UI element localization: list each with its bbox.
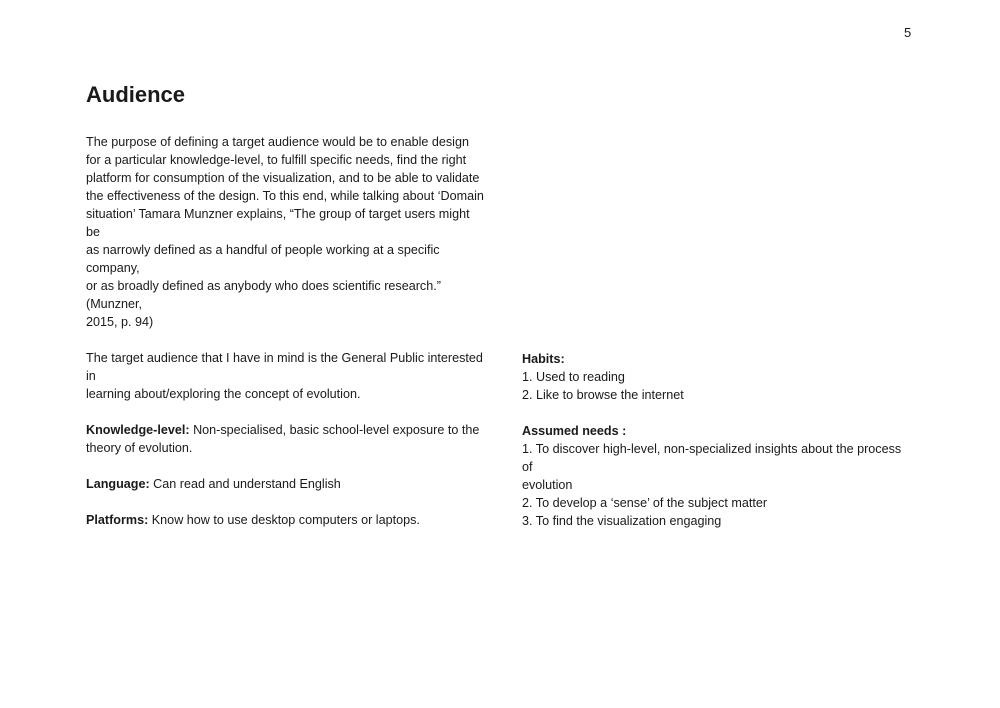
knowledge-level-text: Non-specialised, basic school-level exposure to the [189, 423, 480, 437]
intro-line: situation’ Tamara Munzner explains, “The group of target users might be [86, 207, 470, 239]
assumed-needs-list [522, 440, 912, 530]
intro-line: or as broadly defined as anybody who does scientific research.” (Munzner, [86, 279, 441, 311]
platforms-label: Platforms: [86, 513, 149, 527]
platforms-text: Know how to use desktop computers or laptops. [148, 513, 420, 527]
intro-paragraph [86, 133, 486, 331]
habits-label: Habits: [522, 352, 565, 366]
habits-list [522, 368, 912, 404]
knowledge-level-label: Knowledge-level: [86, 423, 190, 437]
language-label: Language: [86, 477, 150, 491]
list-item-line: evolution [522, 478, 573, 492]
assumed-needs-section [522, 422, 912, 440]
knowledge-level-text: theory of evolution. [86, 441, 193, 455]
target-audience-paragraph [86, 349, 486, 403]
left-column [86, 133, 486, 529]
list-item: 2. Like to browse the internet [522, 388, 684, 402]
page-number: 5 [904, 25, 912, 40]
habits-section [522, 350, 912, 368]
intro-line: platform for consumption of the visualization, and to be able to validate [86, 171, 480, 185]
page-title: Audience [86, 82, 186, 107]
knowledge-level-paragraph [86, 421, 486, 457]
platforms-paragraph [86, 511, 486, 529]
intro-line: as narrowly defined as a handful of people working at a specific company, [86, 243, 440, 275]
intro-line: for a particular knowledge-level, to fulfill specific needs, find the right [86, 153, 467, 167]
intro-line: The purpose of defining a target audience would be to enable design [86, 135, 469, 149]
list-item: 3. To find the visualization engaging [522, 514, 722, 528]
list-item: 2. To develop a ‘sense’ of the subject matter [522, 496, 768, 510]
target-line: learning about/exploring the concept of evolution. [86, 387, 361, 401]
list-item [522, 440, 912, 494]
target-line: The target audience that I have in mind is the General Public interested in [86, 351, 483, 383]
intro-line: 2015, p. 94) [86, 315, 154, 329]
language-text: Can read and understand English [149, 477, 341, 491]
list-item: 1. Used to reading [522, 370, 625, 384]
list-item-line: 1. To discover high-level, non-specialized insights about the process of [522, 442, 902, 474]
right-column [522, 350, 912, 530]
assumed-needs-label: Assumed needs : [522, 424, 627, 438]
intro-line: the effectiveness of the design. To this end, while talking about ‘Domain [86, 189, 484, 203]
language-paragraph [86, 475, 486, 493]
